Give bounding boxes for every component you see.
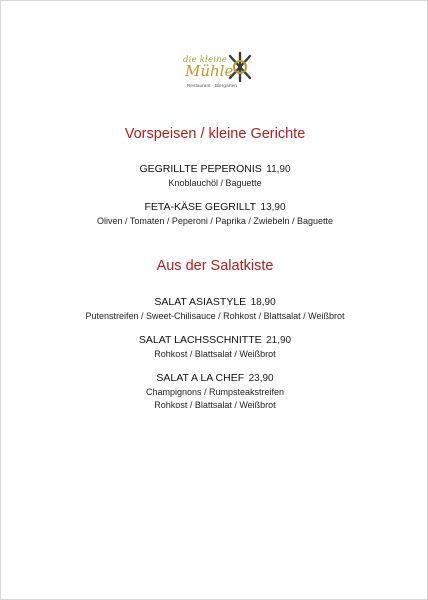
item-price: 18,90 [250,297,276,308]
menu-item [1,292,428,323]
item-name: GEGRILLTE PEPERONIS [139,163,262,175]
section-title-vorspeisen: Vorspeisen / kleine Gerichte [124,126,306,142]
menu-item [1,159,428,190]
item-price: 23,90 [248,373,274,384]
mill-wheel-icon [225,51,255,83]
menu-item [1,368,428,412]
menu-item [1,197,428,228]
item-name: SALAT ASIASTYLE [154,296,247,308]
item-price: 13,90 [260,202,286,213]
logo-tagline: Restaurant · Biergarten [187,83,238,88]
item-price: 21,90 [266,335,292,346]
item-description: Rohkost / Blattsalat / Weißbrot [154,400,276,410]
logo-line-1: die kleine [183,55,228,65]
item-description: Putenstreifen / Sweet-Chilisauce / Rohkost / Blattsalat / Weißbrot [85,311,345,321]
item-name: SALAT LACHSSCHNITTE [138,334,262,346]
item-description: Champignons / Rumpsteakstreifen [145,387,285,397]
item-description: Knoblauchöl / Baguette [168,178,262,188]
section-title-salatkiste: Aus der Salatkiste [156,258,274,274]
item-description: Oliven / Tomaten / Peperoni / Paprika / Zwiebeln / Baguette [97,216,333,226]
item-name: FETA-KÄSE GEGRILLT [144,201,257,213]
item-description: Rohkost / Blattsalat / Weißbrot [154,349,276,359]
item-name: SALAT A LA CHEF [156,372,245,384]
logo-line-2: Mühle [185,62,234,80]
item-price: 11,90 [266,164,291,175]
menu-item [1,330,428,361]
restaurant-logo [179,51,259,97]
